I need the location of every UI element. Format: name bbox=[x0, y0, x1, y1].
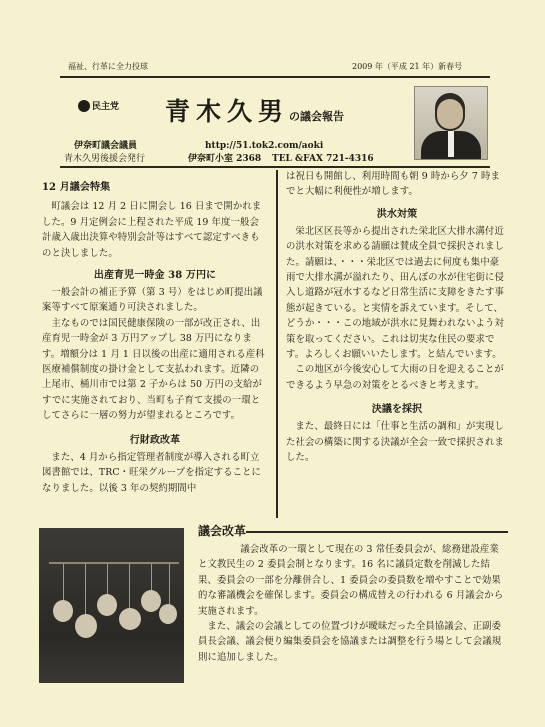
dried-persimmons-photo bbox=[39, 528, 184, 683]
party-logo-icon bbox=[78, 100, 90, 112]
right-paragraph-2: 栄北区区長等から提出された栄北区大排水溝付近の洪水対策を求める請願は賛成全員で採択されました。請願は、・・・栄北区では過去に何度も集中豪雨で大排水溝が溢れたり、田んぼの水が住宅街に侵入し道路が冠水するなど日常生活に支障をきたす事態が起きている。と実情を訴えています。そして、どうか・・・この地域が洪水に見舞われないよう対策を取ってください。これは切実な住民の要求です。よろしくお願いいたします。と結んでいます。 bbox=[286, 225, 504, 361]
heading-flood: 洪水対策 bbox=[376, 208, 418, 220]
right-paragraph-4: また、最終日には「仕事と生活の調和」が実現した社会の構築に関する決議が全会一致で採択されました。 bbox=[286, 421, 504, 464]
bottom-paragraph-1: 議会改革の一環として現在の 3 常任委員会が、総務建設産業と文教民生の 2 委員会制となります。16 名に議員定数を削減した結果、委員会の一部を分離併合し、1 委員会の委員数を増やすことで効果的な審議機会を確保します。委員会の構成替えの行われる 6 月議会から実施されます。 bbox=[198, 544, 504, 617]
heading-childbirth: 出産育児一時金 38 万円に bbox=[93, 270, 217, 282]
left-paragraph-2: 一般会計の補正予算（第 3 号）をはじめ町提出議案等すべて原案通り可決されました。 bbox=[42, 287, 263, 314]
section-heading-december: 12 月議会特集 bbox=[42, 182, 111, 193]
party-name: 民主党 bbox=[92, 102, 120, 112]
header-top-rule bbox=[60, 76, 490, 78]
heading-admin-reform: 行財政改革 bbox=[129, 434, 181, 446]
bottom-paragraph-2: また、議会の会議としての位置づけが曖昧だった全員協議会、正副委員長会議、議会便り編集委員会を協議または調整を行う場として会議規則に追加しました。 bbox=[198, 621, 502, 663]
newsletter-title bbox=[165, 92, 344, 128]
left-paragraph-3: 主なものでは国民健康保険の一部が改正され、出産育児一時金が 3 万円アップし 38 万円になります。増額分は 1 月 1 日以後の出産に適用される産科医療補償制度の掛け金として支払われます。近隣の上尾市、桶川市では第 2 子からは 50 万円の支給がすでに実施されており、当町も子育て支援の一環としてさらに一層の努力が望まれるところです。 bbox=[42, 317, 265, 422]
left-column bbox=[42, 180, 268, 496]
heading-rule bbox=[246, 531, 508, 533]
address: 伊奈町小室 2368 bbox=[188, 154, 262, 164]
column-divider bbox=[276, 170, 278, 518]
heading-resolution: 決議を採択 bbox=[371, 404, 423, 416]
issue-date: 2009 年（平成 21 年）新春号 bbox=[352, 62, 463, 71]
role: 伊奈町議会議員 bbox=[74, 141, 138, 151]
councillor-portrait bbox=[414, 86, 488, 160]
councillor-name: 青木久男 bbox=[165, 97, 290, 126]
publisher: 青木久男後援会発行 bbox=[64, 154, 146, 164]
right-paragraph-1: は祝日も開館し、利用時間も朝 9 時から夕 7 時までと大幅に利便性が増します。 bbox=[286, 171, 500, 198]
slogan: 福祉、行革に全力投球 bbox=[68, 62, 148, 71]
tel-fax: TEL &FAX 721-4316 bbox=[272, 154, 374, 164]
right-paragraph-3: この地区が今後安心して大雨の日を迎えることができるよう早急の対策をとるべきと考えます。 bbox=[286, 364, 504, 391]
right-column bbox=[286, 169, 508, 466]
left-paragraph-1: 町議会は 12 月 2 日に開会し 16 日まで開かれました。9 月定例会に上程された平成 19 年度一般会計歳入歳出決算や特別会計等はすべて認定すべきものと決しました。 bbox=[42, 201, 262, 259]
website-link[interactable]: http://51.tok2.com/aoki bbox=[205, 141, 324, 151]
heading-council-reform: 議会改革 bbox=[198, 524, 247, 538]
bottom-section-text bbox=[198, 542, 508, 665]
left-paragraph-4: また、4 月から指定管理者制度が導入される町立図書館では、TRC・旺栄グループを指定することになりました。以後 3 年の契約期間中 bbox=[42, 451, 262, 494]
title-suffix: の議会報告 bbox=[289, 110, 345, 123]
header-bottom-rule bbox=[60, 166, 490, 168]
